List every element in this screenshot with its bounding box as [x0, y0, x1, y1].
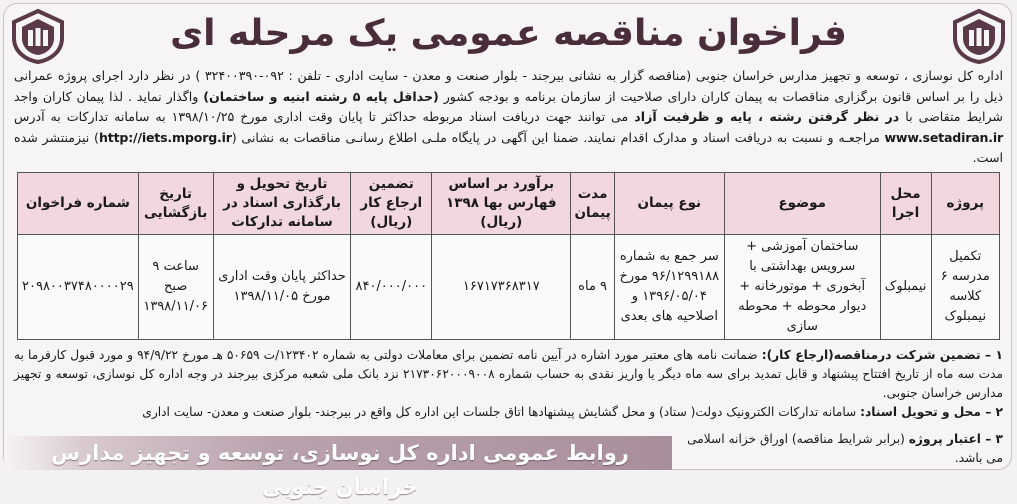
- intro-text-3: می توانند جهت دریافت اسناد مربوطه حداکثر تا پایان وقت اداری مورخ ۱۳۹۸/۱۰/۲۵ به سامانه تدارکات به آدرس: [14, 109, 635, 124]
- col-header-call-number: شماره فراخوان: [18, 173, 139, 235]
- note-2-text: سامانه تدارکات الکترونیک دولت( ستاد) و محل گشایش پیشنهادها اتاق جلسات این اداره کل واقع در بیرجند- بلوار صنعت و معدن- سایت اداری: [142, 405, 861, 419]
- page-title: فراخوان مناقصه عمومی یک مرحله ای: [170, 13, 847, 54]
- intro-text-4: مراجعـه و نسبت به دریافت اسناد و مدارک اقدام نمایند. ضمنا این آگهی در پایگاه ملـی اطلاع رسانـی مناقصات به نشانی (: [231, 129, 885, 145]
- organization-emblem-icon: [951, 8, 1007, 64]
- intro-text-5: ) نیزمنتشر شده است.: [14, 129, 1003, 165]
- cell-project: تکمیل مدرسه ۶ کلاسه نیمبلوک: [931, 235, 999, 340]
- tender-table: [17, 172, 1000, 340]
- cell-delivery: حداکثر پایان وقت اداری مورخ ۱۳۹۸/۱۱/۰۵: [213, 235, 351, 340]
- note-3-label: ۳ – اعتبار پروژه: [908, 432, 1003, 446]
- setadiran-link[interactable]: www.setadiran.ir: [884, 129, 1004, 145]
- col-header-location: محل اجرا: [880, 173, 931, 235]
- col-header-duration: مدت پیمان: [571, 173, 614, 235]
- note-2: [14, 403, 1003, 422]
- intro-bold-1: (حداقل پایه ۵ رشته ابنیه و ساختمان): [203, 88, 439, 104]
- col-header-estimate: برآورد بر اساس فهارس بها ۱۳۹۸ (ریال): [432, 173, 571, 235]
- col-header-contract-type: نوع پیمان: [614, 173, 724, 235]
- cell-estimate: ۱۶۷۱۷۳۶۸۳۱۷: [432, 235, 571, 340]
- note-1: [14, 346, 1003, 403]
- note-3-text: (برابر شرایط مناقصه) اوراق خزانه اسلامی می باشد.: [687, 432, 1003, 465]
- iets-link[interactable]: http://iets.mporg.ir: [98, 129, 232, 145]
- organization-emblem-icon: [10, 8, 66, 64]
- table-header-row: [18, 173, 1000, 235]
- col-header-opening: تاریخ بازگشایی: [138, 173, 213, 235]
- note-1-text: ضمانت نامه های معتبر مورد اشاره در آیین نامه تضمین برای معاملات دولتی به شماره ۱۲۳۴۰۲/ت ۵۰۶۵۹ هـ مورخ ۹۴/۹/۲۲ و مورد قبول کارفرما به مدت سه ماه از تاریخ افتتاح پیشنهاد و قابل تمدید برای سه ماه دیگر یا واریز نقدی به حساب شماره ۲۱۷۳۰۶۲۰۰۰۹۰۰۸ نزد بانک ملی شعبه مرکزی بیرجند در وجه اداره کل نوسازی، توسعه و تجهیز مدارس خراسان جنوبی.: [14, 348, 1003, 400]
- col-header-guarantee: تضمین ارجاع کار (ریال): [351, 173, 432, 235]
- intro-paragraph: [14, 66, 1003, 169]
- table-row: [18, 235, 1000, 340]
- note-3: [673, 430, 1003, 468]
- cell-opening: ساعت ۹ صبح ۱۳۹۸/۱۱/۰۶: [138, 235, 213, 340]
- cell-call-number: ۲۰۹۸۰۰۳۷۴۸۰۰۰۰۲۹: [18, 235, 139, 340]
- cell-location: نیمبلوک: [880, 235, 931, 340]
- note-1-label: ۱ – تضمین شرکت درمناقصه(ارجاع کار):: [761, 348, 1003, 362]
- cell-contract-type: سر جمع به شماره ۹۶/۱۲۹۹۱۸۸ مورخ ۱۳۹۶/۰۵/۰۴ و اصلاحیه های بعدی: [614, 235, 724, 340]
- intro-bold-2: در نظر گرفتن رشته ، پایه و ظرفیت آزاد: [634, 109, 900, 124]
- col-header-subject: موضوع: [724, 173, 880, 235]
- notes-section: [14, 346, 1003, 422]
- intro-text-1: اداره کل نوسازی ، توسعه و تجهیز مدارس خراسان جنوبی (مناقصه گزار به نشانی بیرجند - بلوار صنعت و معدن - سایت اداری - تلفن : ۰۹۲-۳۲۴۰۰۳۹۰ ) در نظر دارد اجرای پروژه عمرانی ذیل را بر اساس قانون برگزاری مناقصات به پیمان کاران دارای صلاحیت از سازمان برنامه و بودجه کشور: [14, 68, 1003, 104]
- footer-text: روابط عمومی اداره کل نوسازی، توسعه و تجهیز مدارس خراسان جنوبی: [51, 441, 629, 499]
- intro-text-2: واگذار نماید . لذا پیمان کاران واجد شرایط متقاضی با: [14, 88, 1003, 124]
- col-header-project: پروژه: [931, 173, 999, 235]
- cell-subject: ساختمان آموزشی + سرویس بهداشتی با آبخوری + موتورخانه + دیوار محوطه + محوطه سازی: [724, 235, 880, 340]
- col-header-delivery: تاریخ تحویل و بارگذاری اسناد در سامانه تدارکات: [213, 173, 351, 235]
- cell-guarantee: ۸۴۰/۰۰۰/۰۰۰: [351, 235, 432, 340]
- note-2-label: ۲ – محل و تحویل اسناد:: [860, 405, 1003, 419]
- cell-duration: ۹ ماه: [571, 235, 614, 340]
